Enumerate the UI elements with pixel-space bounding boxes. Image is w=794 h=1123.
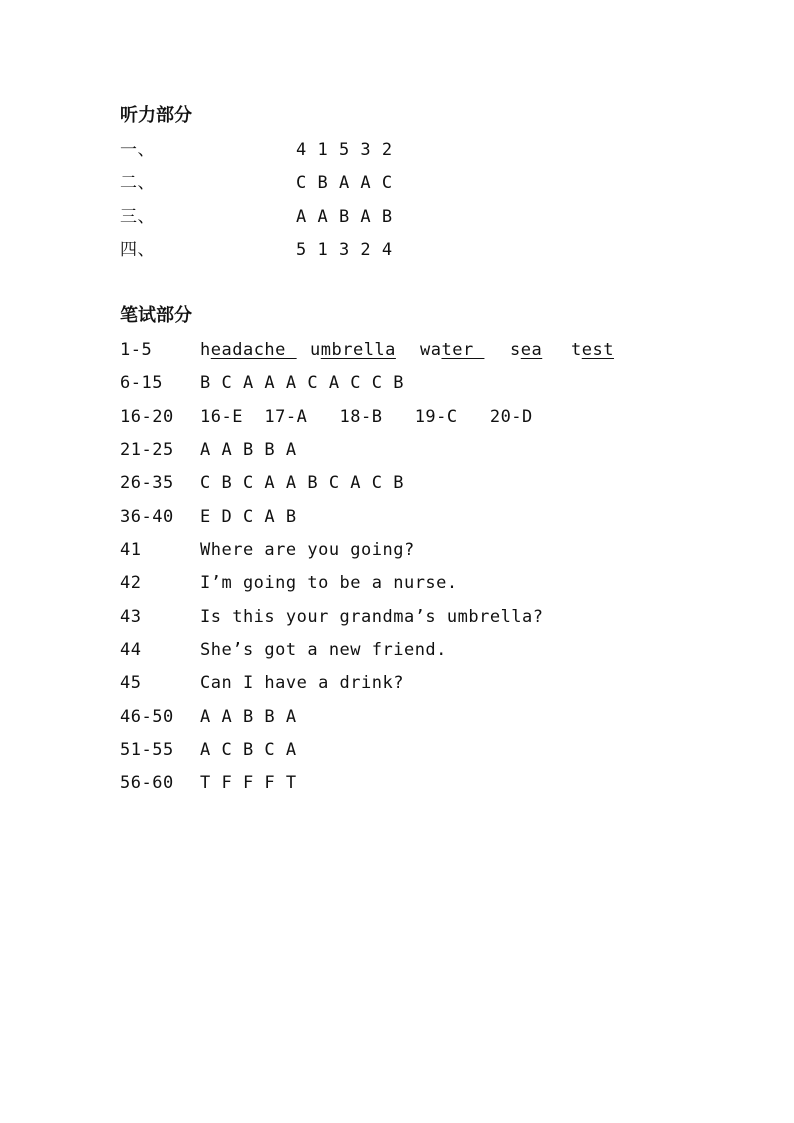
fill-word: sea	[510, 340, 543, 360]
answer-text: 16-E 17-A 18-B 19-C 20-D	[200, 407, 533, 427]
listening-row-answers: C B A A C	[296, 173, 393, 193]
answer-text: I’m going to be a nurse.	[200, 573, 458, 593]
answer-text: Can I have a drink?	[200, 673, 404, 693]
listening-row	[120, 240, 393, 260]
question-number: 41	[120, 540, 142, 560]
fill-word: test	[571, 340, 614, 360]
question-number: 6-15	[120, 373, 163, 393]
answer-text: E D C A B	[200, 507, 297, 527]
listening-row-label: 二、	[120, 173, 155, 193]
listening-row-label: 三、	[120, 207, 155, 227]
listening-row-answers: A A B A B	[296, 207, 393, 227]
fill-word: headache	[200, 340, 297, 360]
listening-row-label: 一、	[120, 140, 155, 160]
answer-text: A A B B A	[200, 440, 297, 460]
question-number: 45	[120, 673, 142, 693]
answer-text: T F F F T	[200, 773, 297, 793]
writing-section-title: 笔试部分	[120, 305, 192, 326]
fill-word: water	[420, 340, 485, 360]
answer-text: She’s got a new friend.	[200, 640, 447, 660]
listening-row	[120, 207, 393, 227]
question-number: 21-25	[120, 440, 174, 460]
listening-row	[120, 173, 393, 193]
listening-row-answers: 4 1 5 3 2	[296, 140, 393, 160]
answer-text: A C B C A	[200, 740, 297, 760]
question-number: 26-35	[120, 473, 174, 493]
listening-section-title: 听力部分	[120, 105, 192, 126]
fill-word: umbrella	[310, 340, 396, 360]
question-number: 43	[120, 607, 142, 627]
answer-text: Where are you going?	[200, 540, 415, 560]
question-number: 42	[120, 573, 142, 593]
answer-text: B C A A A C A C C B	[200, 373, 404, 393]
listening-row	[120, 140, 393, 160]
answer-text: A A B B A	[200, 707, 297, 727]
question-number: 36-40	[120, 507, 174, 527]
question-number: 44	[120, 640, 142, 660]
question-number: 1-5	[120, 340, 153, 360]
question-number: 56-60	[120, 773, 174, 793]
listening-row-answers: 5 1 3 2 4	[296, 240, 393, 260]
answer-text: Is this your grandma’s umbrella?	[200, 607, 544, 627]
listening-row-label: 四、	[120, 240, 155, 260]
question-number: 46-50	[120, 707, 174, 727]
answer-text: C B C A A B C A C B	[200, 473, 404, 493]
question-number: 51-55	[120, 740, 174, 760]
question-number: 16-20	[120, 407, 174, 427]
